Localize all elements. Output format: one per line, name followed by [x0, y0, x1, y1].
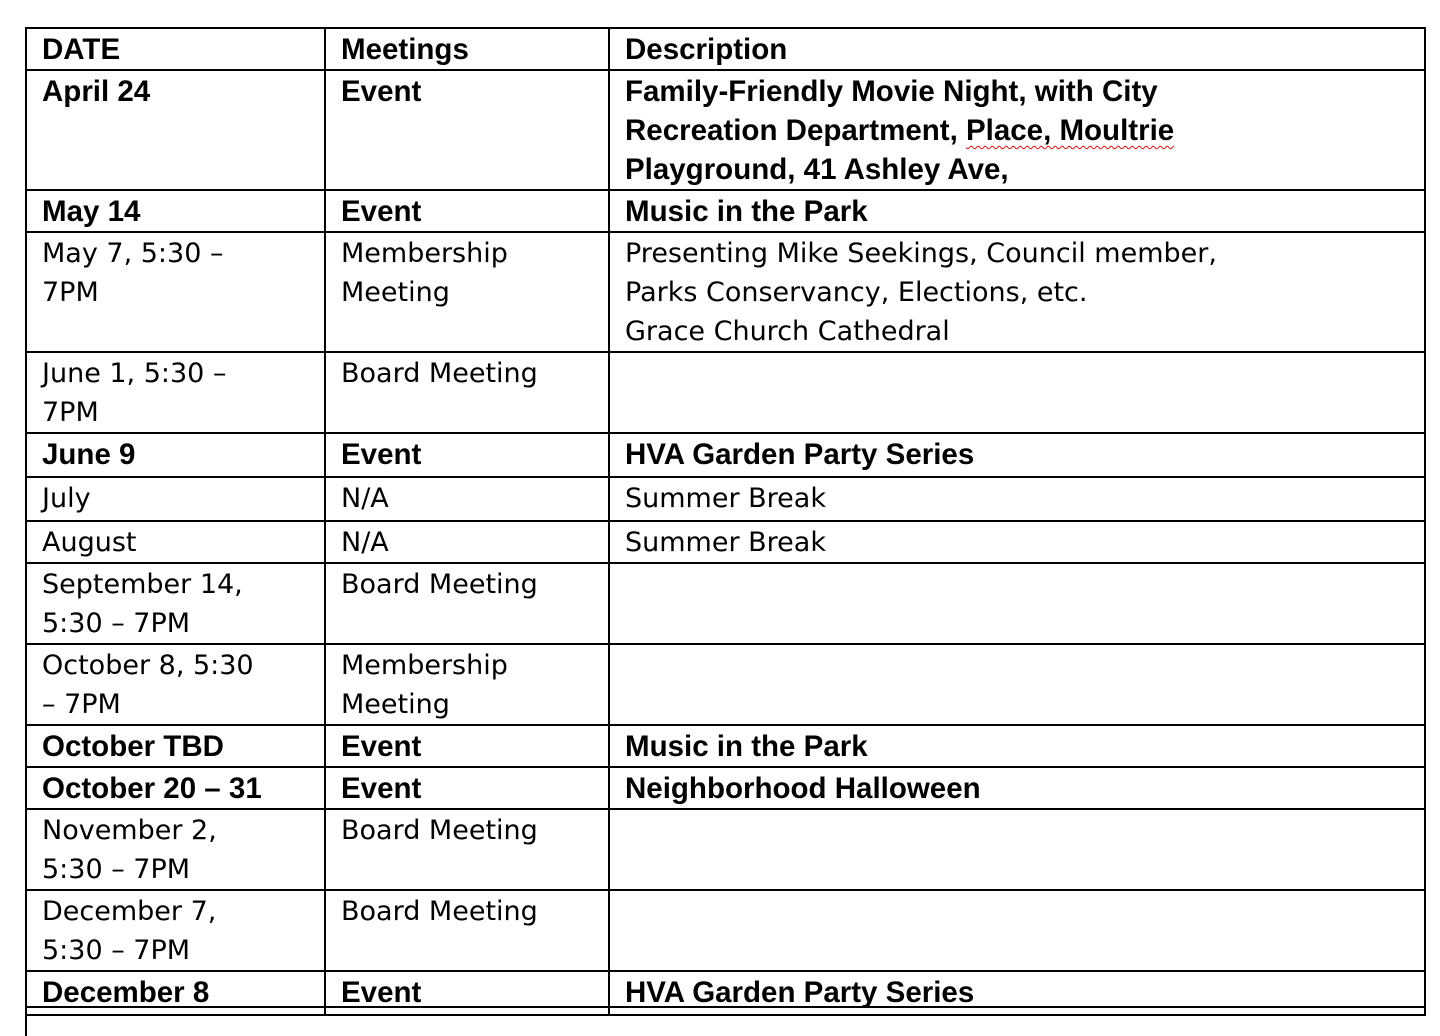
- cell-line: August: [42, 527, 137, 558]
- table-row: [26, 232, 1425, 352]
- description-cell: [609, 232, 1425, 352]
- date-cell: [26, 477, 325, 521]
- description-cell: [609, 890, 1425, 971]
- cell-line: HVA Garden Party Series: [625, 438, 975, 471]
- cell-line: Board Meeting: [341, 815, 538, 846]
- meetings-cell: [325, 190, 609, 232]
- description-cell: [609, 433, 1425, 477]
- cell-line: Music in the Park: [625, 730, 868, 763]
- table-row: [26, 477, 1425, 521]
- date-cell: [26, 70, 325, 190]
- table-row: [26, 190, 1425, 232]
- description-cell: [609, 477, 1425, 521]
- cell-line: October 20 – 31: [42, 772, 262, 805]
- header-row: [26, 28, 1425, 70]
- cell-line: December 7,: [42, 896, 217, 927]
- cell-line: May 7, 5:30 –: [42, 238, 224, 269]
- cell-line: Summer Break: [625, 483, 826, 514]
- cell-line: [625, 111, 1410, 150]
- table-row: [26, 890, 1425, 971]
- table-row: [26, 725, 1425, 767]
- cell-line: 7PM: [42, 277, 99, 308]
- meetings-cell: [325, 767, 609, 809]
- table-row: [26, 644, 1425, 725]
- date-cell: [26, 767, 325, 809]
- table-row: [26, 70, 1425, 190]
- header-description: Description: [609, 28, 1425, 70]
- cell-line: July: [42, 483, 91, 514]
- meetings-cell: [325, 352, 609, 433]
- cell-line: November 2,: [42, 815, 217, 846]
- cell-line: Board Meeting: [341, 358, 538, 389]
- description-cell: [609, 70, 1425, 190]
- cell-line: 5:30 – 7PM: [42, 608, 191, 639]
- date-cell: [26, 521, 325, 563]
- schedule-table: [25, 27, 1426, 1016]
- description-cell: [609, 809, 1425, 890]
- meetings-cell: [325, 232, 609, 352]
- cell-line: 5:30 – 7PM: [42, 854, 191, 885]
- meetings-cell: [325, 809, 609, 890]
- description-cell: [609, 352, 1425, 433]
- meetings-cell: [325, 725, 609, 767]
- cell-line: Presenting Mike Seekings, Council member,: [625, 238, 1217, 269]
- cell-line: Event: [341, 730, 422, 763]
- cell-line: Board Meeting: [341, 569, 538, 600]
- cell-line: June 9: [42, 438, 136, 471]
- cell-line: Membership: [341, 238, 508, 269]
- date-cell: [26, 563, 325, 644]
- meetings-cell: [325, 521, 609, 563]
- cell-line: HVA Garden Party Series: [625, 976, 975, 1009]
- cell-line: 5:30 – 7PM: [42, 935, 191, 966]
- date-cell: [26, 232, 325, 352]
- cell-line: October TBD: [42, 730, 224, 763]
- cell-line: Grace Church Cathedral: [625, 316, 950, 347]
- date-cell: [26, 644, 325, 725]
- cell-line: Event: [341, 772, 422, 805]
- cell-line: May 14: [42, 195, 141, 228]
- description-cell: [609, 521, 1425, 563]
- date-cell: [26, 890, 325, 971]
- header-date: DATE: [26, 28, 325, 70]
- cell-line: April 24: [42, 75, 151, 108]
- cell-line: December 8: [42, 976, 210, 1009]
- description-cell: [609, 563, 1425, 644]
- description-cell: [609, 725, 1425, 767]
- cell-line: – 7PM: [42, 689, 121, 720]
- cell-line: N/A: [341, 527, 389, 558]
- table-row: [26, 563, 1425, 644]
- meetings-cell: [325, 644, 609, 725]
- cell-line: Board Meeting: [341, 896, 538, 927]
- meetings-cell: [325, 563, 609, 644]
- cell-line: Event: [341, 438, 422, 471]
- header-meetings: Meetings: [325, 28, 609, 70]
- meetings-cell: [325, 477, 609, 521]
- date-cell: [26, 190, 325, 232]
- table-row: [26, 767, 1425, 809]
- meetings-cell: [325, 433, 609, 477]
- cell-line: June 1, 5:30 –: [42, 358, 227, 389]
- cell-line: Family-Friendly Movie Night, with City: [625, 75, 1158, 108]
- cell-line: Meeting: [341, 277, 450, 308]
- date-cell: [26, 809, 325, 890]
- description-cell: [609, 190, 1425, 232]
- cell-line: Event: [341, 195, 422, 228]
- description-cell: [609, 767, 1425, 809]
- description-cell: [609, 644, 1425, 725]
- cell-line: Membership: [341, 650, 508, 681]
- meetings-cell: [325, 890, 609, 971]
- date-cell: [26, 352, 325, 433]
- next-empty-row: [25, 1006, 1426, 1036]
- date-cell: [26, 725, 325, 767]
- cell-line: Music in the Park: [625, 195, 868, 228]
- cell-line: Neighborhood Halloween: [625, 772, 981, 805]
- cell-line: Playground, 41 Ashley Ave,: [625, 153, 1009, 186]
- cell-line: Summer Break: [625, 527, 826, 558]
- table-row: [26, 521, 1425, 563]
- date-cell: [26, 433, 325, 477]
- meetings-cell: [325, 70, 609, 190]
- table-row: [26, 809, 1425, 890]
- cell-line: October 8, 5:30: [42, 650, 254, 681]
- table-row: [26, 433, 1425, 477]
- cell-line: Parks Conservancy, Elections, etc.: [625, 277, 1088, 308]
- cell-line: Event: [341, 976, 422, 1009]
- spellcheck-flagged-text[interactable]: Place, Moultrie: [965, 114, 1175, 147]
- line-text: Recreation Department,: [625, 114, 966, 147]
- cell-line: N/A: [341, 483, 389, 514]
- cell-line: 7PM: [42, 397, 99, 428]
- cell-line: September 14,: [42, 569, 243, 600]
- table-row: [26, 352, 1425, 433]
- cell-line: Event: [341, 75, 422, 108]
- cell-line: Meeting: [341, 689, 450, 720]
